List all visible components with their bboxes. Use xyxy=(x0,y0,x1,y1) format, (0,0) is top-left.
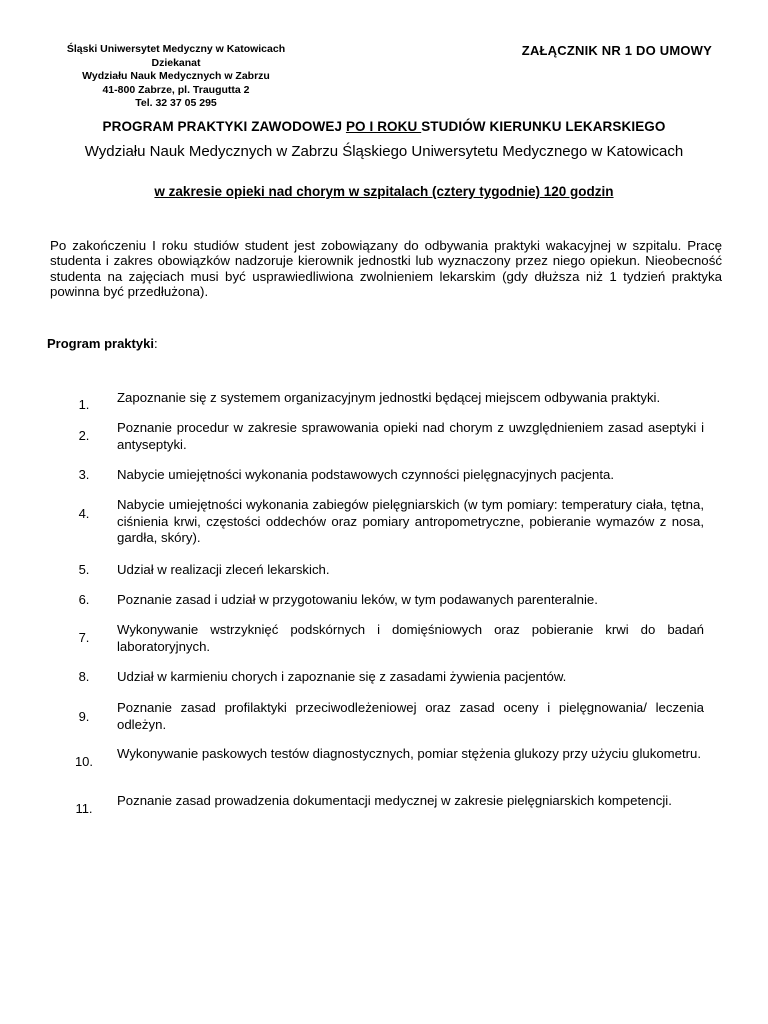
program-heading-colon: : xyxy=(153,336,158,351)
item-number: 3. xyxy=(78,467,90,482)
title-underlined: PO I ROKU xyxy=(345,119,422,134)
item-text: Udział w karmieniu chorych i zapoznanie się z zasadami żywienia pacjentów. xyxy=(117,669,567,684)
item-number: 10. xyxy=(74,754,94,769)
item-number: 2. xyxy=(78,428,90,443)
document-subtitle: Wydziału Nauk Medycznych w Zabrzu Śląskiego Uniwersytetu Medycznego w Katowicach xyxy=(84,143,684,160)
item-text: Poznanie zasad prowadzenia dokumentacji medycznej w zakresie pielęgniarskich kompetencji. xyxy=(117,793,672,808)
office-name: Dziekanat xyxy=(151,56,201,69)
item-text: Poznanie zasad i udział w przygotowaniu leków, w tym podawanych parenteralnie. xyxy=(117,592,598,607)
intro-paragraph: Po zakończeniu I roku studiów student jest zobowiązany do odbywania praktyki wakacyjnej w szpitalu. Pracę studenta i zakres obowiązków nadzoruje kierownik jednostki lub wyznaczony przez niego opiekun. Nieobecność studenta na zajęciach musi być usprawiedliwiona zwolnieniem lekarskim (gdy dłuższa niż 1 tydzień praktyka powinna być przedłużona). xyxy=(50,238,722,300)
title-part-1: PROGRAM PRAKTYKI ZAWODOWEJ xyxy=(102,119,346,134)
program-heading-text: Program praktyki xyxy=(47,336,154,351)
address: 41-800 Zabrze, pl. Traugutta 2 xyxy=(102,83,250,96)
scope-line: w zakresie opieki nad chorym w szpitalach (cztery tygodnie) 120 godzin xyxy=(154,184,614,199)
item-text: Wykonywanie paskowych testów diagnostycznych, pomiar stężenia glukozy przy użyciu glukometru. xyxy=(117,746,702,761)
item-text: Zapoznanie się z systemem organizacyjnym jednostki będącej miejscem odbywania praktyki. xyxy=(117,390,661,405)
phone: Tel. 32 37 05 295 xyxy=(135,97,217,109)
faculty-name: Wydziału Nauk Medycznych w Zabrzu xyxy=(82,70,270,82)
item-text: Poznanie procedur w zakresie sprawowania opieki nad chorym z uwzględnieniem zasad aseptyki i antyseptyki. xyxy=(117,420,704,452)
institution-name: Śląski Uniwersytet Medyczny w Katowicach xyxy=(66,43,286,55)
item-number: 7. xyxy=(78,630,90,645)
item-number: 5. xyxy=(78,562,90,577)
item-number: 1. xyxy=(78,397,90,412)
item-number: 11. xyxy=(75,801,93,816)
item-number: 8. xyxy=(78,669,90,684)
item-number: 9. xyxy=(78,709,90,724)
item-number: 4. xyxy=(78,506,90,521)
item-text: Nabycie umiejętności wykonania podstawowych czynności pielęgnacyjnych pacjenta. xyxy=(117,467,614,482)
item-text: Nabycie umiejętności wykonania zabiegów pielęgniarskich (w tym pomiary: temperatury ciała, tętna, ciśnienia krwi, częstości oddechów oraz pomiary antropometryczne, pobieranie wymazów z nosa, gardła, skóry). xyxy=(117,497,704,545)
item-text: Wykonywanie wstrzyknięć podskórnych i domięśniowych oraz pobieranie krwi do badań laboratoryjnych. xyxy=(117,622,704,654)
item-text: Udział w realizacji zleceń lekarskich. xyxy=(117,562,330,577)
item-number: 6. xyxy=(78,592,90,607)
item-text: Poznanie zasad profilaktyki przeciwodleżeniowej oraz zasad oceny i pielęgnowania/ leczenia odleżyn. xyxy=(117,700,704,732)
title-part-2: STUDIÓW KIERUNKU LEKARSKIEGO xyxy=(421,119,666,134)
annex-label: ZAŁĄCZNIK NR 1 DO UMOWY xyxy=(521,43,712,58)
